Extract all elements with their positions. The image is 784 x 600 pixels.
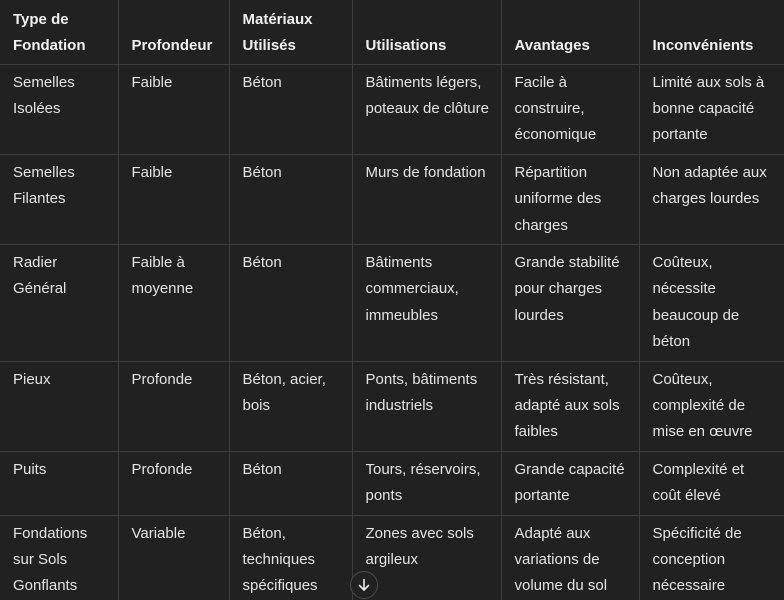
table-cell: Béton [229,154,352,244]
table-cell: Faible [118,64,229,154]
table-cell: Limité aux sols à bonne capacité portante [639,64,784,154]
table-cell: Ponts, bâtiments industriels [352,361,501,451]
header-row [0,0,784,64]
table-cell: Semelles Filantes [0,154,118,244]
header-cell: Profondeur [118,0,229,64]
header-cell: Inconvénients [639,0,784,64]
table-cell: Grande stabilité pour charges lourdes [501,244,639,361]
table-cell: Coûteux, nécessite beaucoup de béton [639,244,784,361]
table-cell: Béton [229,451,352,515]
table-body [0,64,784,600]
table-cell: Béton [229,64,352,154]
table-cell: Coûteux, complexité de mise en œuvre [639,361,784,451]
table-cell: Non adaptée aux charges lourdes [639,154,784,244]
header-cell: Matériaux Utilisés [229,0,352,64]
table-row [0,515,784,600]
table-cell: Béton, acier, bois [229,361,352,451]
table-cell: Béton [229,244,352,361]
table-cell: Complexité et coût élevé [639,451,784,515]
table-row [0,244,784,361]
header-cell: Utilisations [352,0,501,64]
table-cell: Béton, techniques spécifiques [229,515,352,600]
table-cell: Faible à moyenne [118,244,229,361]
table-row [0,361,784,451]
header-cell: Avantages [501,0,639,64]
table-row [0,154,784,244]
table-cell: Semelles Isolées [0,64,118,154]
table-cell: Faible [118,154,229,244]
table-cell: Pieux [0,361,118,451]
table-cell: Variable [118,515,229,600]
table-cell: Très résistant, adapté aux sols faibles [501,361,639,451]
table-row [0,64,784,154]
table-cell: Répartition uniforme des charges [501,154,639,244]
table-cell: Bâtiments commerciaux, immeubles [352,244,501,361]
table-cell: Murs de fondation [352,154,501,244]
table-cell: Profonde [118,451,229,515]
table-cell: Zones avec sols argileux [352,515,501,600]
table-header [0,0,784,64]
table-cell: Grande capacité portante [501,451,639,515]
scroll-to-bottom-button[interactable] [350,571,378,599]
header-cell: Type de Fondation [0,0,118,64]
table-cell: Adapté aux variations de volume du sol [501,515,639,600]
arrow-down-icon [357,578,371,592]
table-cell: Profonde [118,361,229,451]
table-cell: Puits [0,451,118,515]
table-cell: Spécificité de conception nécessaire [639,515,784,600]
table-cell: Fondations sur Sols Gonflants [0,515,118,600]
table-cell: Radier Général [0,244,118,361]
table-cell: Tours, réservoirs, ponts [352,451,501,515]
table-cell: Facile à construire, économique [501,64,639,154]
table-row [0,451,784,515]
table-cell: Bâtiments légers, poteaux de clôture [352,64,501,154]
